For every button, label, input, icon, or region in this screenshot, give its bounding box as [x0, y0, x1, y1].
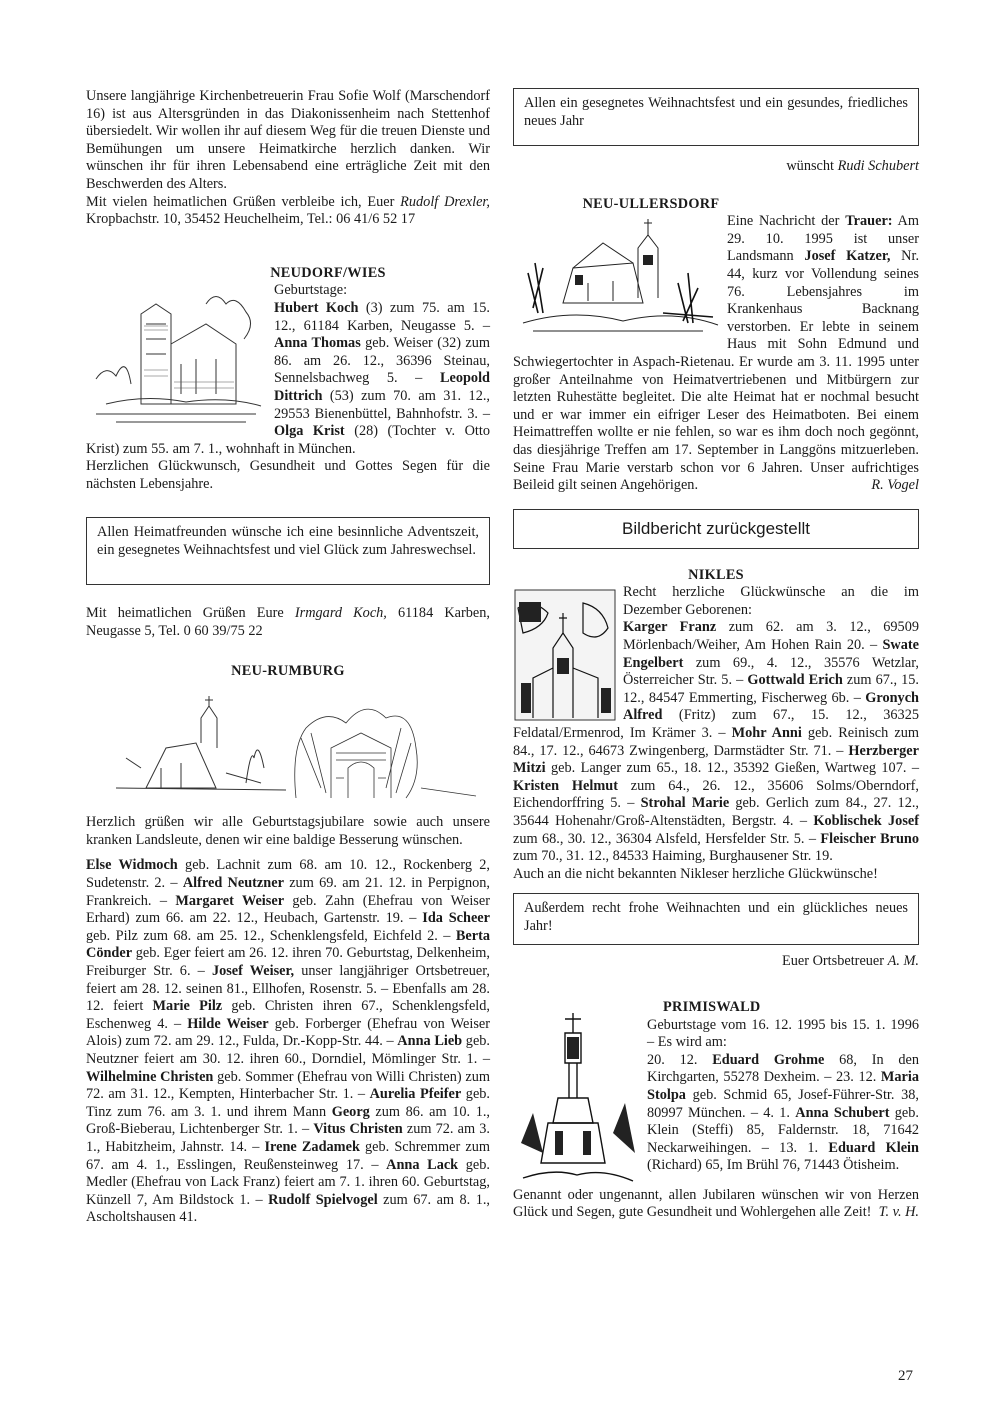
- entry-text: zum 67. am 8. 1., Ascholtshausen 41.: [86, 1191, 491, 1226]
- section-heading-primiswald: PRIMISWALD: [663, 998, 761, 1015]
- entry-text: zum 69., 4. 12., 35576 Wetzlar, Österreicher Str. 5. –: [623, 654, 919, 689]
- entry-name: Georg: [331, 1103, 370, 1120]
- entry-name: Koblischek Josef: [813, 813, 919, 829]
- entry-name: Karger Franz: [623, 619, 717, 636]
- entry-name: Alfred Neutzner: [182, 875, 284, 892]
- entry-text: geb. Gerlich zum 84., 27. 12., 35644 Hohenahr/Groß-Altenstädten, Bergstr. 4. –: [513, 795, 919, 829]
- entry-name: Marie Pilz: [152, 998, 223, 1015]
- entry-name: Gottwald Erich: [747, 672, 843, 689]
- left-column: [86, 88, 490, 1227]
- entry-name: Anna Lieb: [397, 1033, 463, 1050]
- entry-name: Wilhelmine Christen: [86, 1068, 214, 1085]
- entry-text: geb. Reinisch zum 84., 17. 12., 64673 Zwingenberg, Darmstädter Str. 71. –: [513, 725, 919, 759]
- neudorf-label: Geburtstage:: [274, 282, 348, 299]
- section-heading-neudorf: NEUDORF/WIES: [270, 264, 386, 281]
- church-illustration-neuullersdorf: [513, 213, 721, 337]
- entry-text: geb. Tinz zum 76. am 3. 1. und ihrem Mann: [86, 1086, 491, 1120]
- church-illustration-nikles: [513, 588, 617, 722]
- schubert-signature: wünscht Rudi Schubert: [786, 158, 919, 174]
- entry-name: Herzberger Mitzi: [513, 742, 919, 777]
- neuullersdorf-text: Eine Nachricht der Trauer: Am 29. 10. 1995 ist unser Landsmann Josef Katzer, Nr. 44, kurz vor Vollendung seines 76. Lebensjahres im Krankenhaus Backnang verstorben. Er lebte in seinem Haus mit Sohn Edmund und Schwiegertochter in Aspach-Rietenau. Er wurde am 3. 11. 1995 unter großer Anteilnahme von Heimatvertriebenen und Mitbürgern zur letzten Ruhestätte begleitet. Die alte Heimat hat er nochmal besucht und er war immer ein eifriger Leser des Heimatboten. Bei einem Heimattreffen wollte er nie fehlen, so war es ihm doch noch gegönnt, das diesjährige Treffen am 17. September in Langgöns mitzuerleben. Seine Frau Marie verstarb schon vor 6 Jahren. Unser aufrichtiges Beileid gilt seinen Angehörigen.: [513, 213, 920, 494]
- intro-signature: Mit vielen heimatlichen Grüßen verbleibe ich, Euer Rudolf Drexler, Kropbachstr. 10, 35452 Heuchelheim, Tel.: 06 41/6 52 17: [86, 193, 490, 228]
- entry-name: Aurelia Pfeifer: [369, 1086, 462, 1103]
- entry-text: zum 72. am 3. 1., Habitzheim, Jahnstr. 14. –: [86, 1121, 490, 1155]
- neuullersdorf-signature: R. Vogel: [871, 477, 919, 494]
- entry-text: zum 67., 15. 12., 84547 Emmerting, Fischerweg 6b. –: [623, 672, 919, 706]
- neudorf-entries: Hubert Koch (3) zum 75. am 15. 12., 61184 Karben, Neugasse 5. – Anna Thomas geb. Weiser (32) zum 86. am 26. 12., 36396 Steinau, Sennelsbachweg 5. – Leopold Dittrich (53) zum 70. am 31. 12., 29553 Bienenbüttel, Bahnhofstr. 3. – Olga Krist (28) (Tochter v. Otto Krist) zum 55. am 7. 1., wohnhaft in München.: [86, 299, 491, 457]
- primiswald-closing: Genannt oder ungenannt, allen Jubilaren wünschen wir von Herzen Glück und Segen, gute Gesundheit und Wohlergehen alle Zeit!: [513, 1186, 919, 1221]
- entry-text: geb. Lachnit zum 68. am 10. 12., Rockenberg 2, Sudetenstr. 2. –: [86, 857, 490, 892]
- entry-name: Kristen Helmut: [513, 777, 618, 794]
- entry-text: geb. Christen ihren 67., Schenklengsfeld, Eschenweg 4. –: [86, 998, 490, 1032]
- entry-text: zum 64., 26. 12., 35606 Solms/Oberndorf, Eichendorffring 5. –: [513, 777, 919, 812]
- nikles-closing: Auch an die nicht bekannten Nikleser herzliche Glückwünsche!: [513, 865, 878, 882]
- entry-name: Ida Scheer: [422, 910, 490, 927]
- entry-name: Josef Weiser,: [211, 963, 295, 979]
- intro-paragraph: Unsere langjährige Kirchenbetreuerin Frau Sofie Wolf (Marschendorf 16) ist aus Altersgründen in das Diakonissenheim nach Stettenhof übersiedelt. Wir wollen ihr auf diesem Weg für die treuen Dienste und Bemühungen um unsere Heimatkirche herzlich danken. Wir wünschen ihr für ihren Lebensabend eine erträgliche Zeit mit den Beschwerden des Alters.: [86, 88, 490, 192]
- entry-name: Irene Zadamek: [264, 1138, 360, 1155]
- entry-text: zum 68., 30. 12., 36304 Alsfeld, Hersfelder Str. 5. –: [513, 830, 821, 847]
- neudorf-closing: Herzlichen Glückwunsch, Gesundheit und Gottes Segen für die nächsten Lebensjahre.: [86, 458, 490, 492]
- entry-text: unser langjähriger Ortsbetreuer, feiert am 28. 12. seinen 81., Ellhofen, Rosenstr. 5. – Ebenfalls am 28. 12. feiert: [86, 963, 490, 1015]
- entry-text: geb. Sommer (Ehefrau von Willi Christen) zum 72. am 31. 12., Kempten, Hinterbacher Str. 1. –: [86, 1068, 490, 1103]
- bildbericht-box: Bildbericht zurückgestellt: [513, 509, 919, 549]
- section-heading-nikles: NIKLES: [688, 566, 744, 583]
- entry-name: Fleischer Bruno: [820, 830, 919, 847]
- memorial-illustration-primiswald: [513, 1003, 641, 1187]
- nikles-intro: Recht herzliche Glückwünsche an die im Dezember Geborenen:: [623, 584, 919, 618]
- entry-name: Berta Cönder: [86, 927, 490, 962]
- church-illustration-neudorf: [86, 284, 268, 430]
- entry-text: geb. Pilz zum 68. am 25. 12., Schenklengsfeld, Eichfeld 2. –: [86, 927, 456, 944]
- entry-text: zum 62. am 3. 12., 69509 Mörlenbach/Weiher, Am Hohen Rain 20. –: [623, 619, 920, 654]
- section-heading-neuullersdorf: NEU-ULLERSDORF: [582, 195, 720, 212]
- entry-name: Mohr Anni: [731, 725, 802, 742]
- nikles-greeting-box: Außerdem recht frohe Weihnachten und ein glückliches neues Jahr!: [513, 893, 919, 945]
- primiswald-intro: Geburtstage vom 16. 12. 1995 bis 15. 1. 1996 – Es wird am:: [647, 1016, 919, 1051]
- entry-name: Anna Lack: [386, 1156, 459, 1173]
- entry-name: Gronych Alfred: [623, 689, 919, 724]
- entry-text: geb. Forberger (Ehefrau von Weiser Alois) zum 72. am 29. 12., Fulda, Dr.-Kopp-Str. 44. –: [86, 1015, 490, 1050]
- entry-text: zum 86. am 10. 1., Groß-Bieberau, Lichtenberger Str. 1. –: [86, 1103, 490, 1138]
- primiswald-signature: T. v. H.: [878, 1204, 919, 1221]
- entry-name: Vitus Christen: [313, 1121, 403, 1138]
- entry-text: geb. Eger feiert am 26. 12. ihren 70. Geburtstag, Delkenheim, Freiburger Str. 6. –: [86, 945, 490, 979]
- entry-text: zum 70., 31. 12., 84533 Haiming, Burghausener Str. 19.: [513, 848, 833, 865]
- entry-name: Swate Engelbert: [623, 637, 919, 671]
- entry-name: Margaret Weiser: [175, 892, 285, 909]
- neurumburg-entries: [86, 857, 490, 1226]
- church-illustrations-neurumburg: [86, 688, 490, 806]
- entry-text: geb. Schremmer zum 67. am 4. 1., Esslingen, Reußensteinweg 17. –: [86, 1138, 490, 1173]
- neudorf-greeting-box: Allen Heimatfreunden wünsche ich eine besinnliche Adventszeit, ein gesegnetes Weihnachtsfest und viel Glück zum Jahreswechsel.: [86, 517, 490, 585]
- right-column: [513, 88, 919, 1222]
- schubert-greeting-box: Allen ein gesegnetes Weihnachtsfest und ein gesundes, friedliches neues Jahr: [513, 88, 919, 146]
- neurumburg-intro: Herzlich grüßen wir alle Geburtstagsjubilare sowie auch unsere kranken Landsleute, denen wir eine baldige Besserung wünschen.: [86, 814, 490, 848]
- entry-text: (Fritz) zum 67., 15. 12., 36325 Feldatal/Ermenrod, Im Krämer 3. –: [513, 707, 919, 742]
- nikles-signature: Euer Ortsbetreuer A. M.: [782, 953, 919, 970]
- entry-name: Strohal Marie: [640, 795, 730, 812]
- entry-text: geb. Neutzner feiert am 30. 12. ihren 60., Dorndiel, Mömlinger Str. 1. –: [86, 1033, 491, 1067]
- entry-text: geb. Zahn (Ehefrau von Weiser Erhard) zum 66. am 22. 12., Heubach, Gartenstr. 19. –: [86, 892, 490, 927]
- section-heading-neurumburg: NEU-RUMBURG: [231, 662, 345, 679]
- entry-name: Hilde Weiser: [187, 1015, 269, 1032]
- entry-text: geb. Medler (Ehefrau von Lack Franz) feiert am 7. 1. ihren 60. Geburtstag, Künzell 7, Am Bildstock 1. –: [86, 1156, 490, 1208]
- entry-name: Rudolf Spielvogel: [268, 1191, 378, 1208]
- page-number: 27: [898, 1368, 913, 1384]
- entry-name: Else Widmoch: [86, 857, 178, 874]
- entry-text: geb. Langer zum 65., 18. 12., 35392 Gießen, Wartweg 107. –: [545, 760, 919, 777]
- neudorf-greeting-signature: Mit heimatlichen Grüßen Eure Irmgard Koch, 61184 Karben, Neugasse 5, Tel. 0 60 39/75 22: [86, 605, 491, 640]
- entry-text: zum 69. am 21. 12. in Perpignon, Frankreich. –: [86, 875, 490, 909]
- primiswald-entries: 20. 12. Eduard Grohme 68, In den Kirchgarten, 55278 Dexheim. – 23. 12. Maria Stolpa geb. Schmid 65, Josef-Führer-Str. 38, 80997 München. – 4. 1. Anna Schubert geb. Klein (Steffi) 85, Faldernstr. 18, 71642 Neckarweihingen. – 13. 1. Eduard Klein (Richard) 65, Im Brühl 76, 71443 Ötisheim.: [647, 1051, 919, 1174]
